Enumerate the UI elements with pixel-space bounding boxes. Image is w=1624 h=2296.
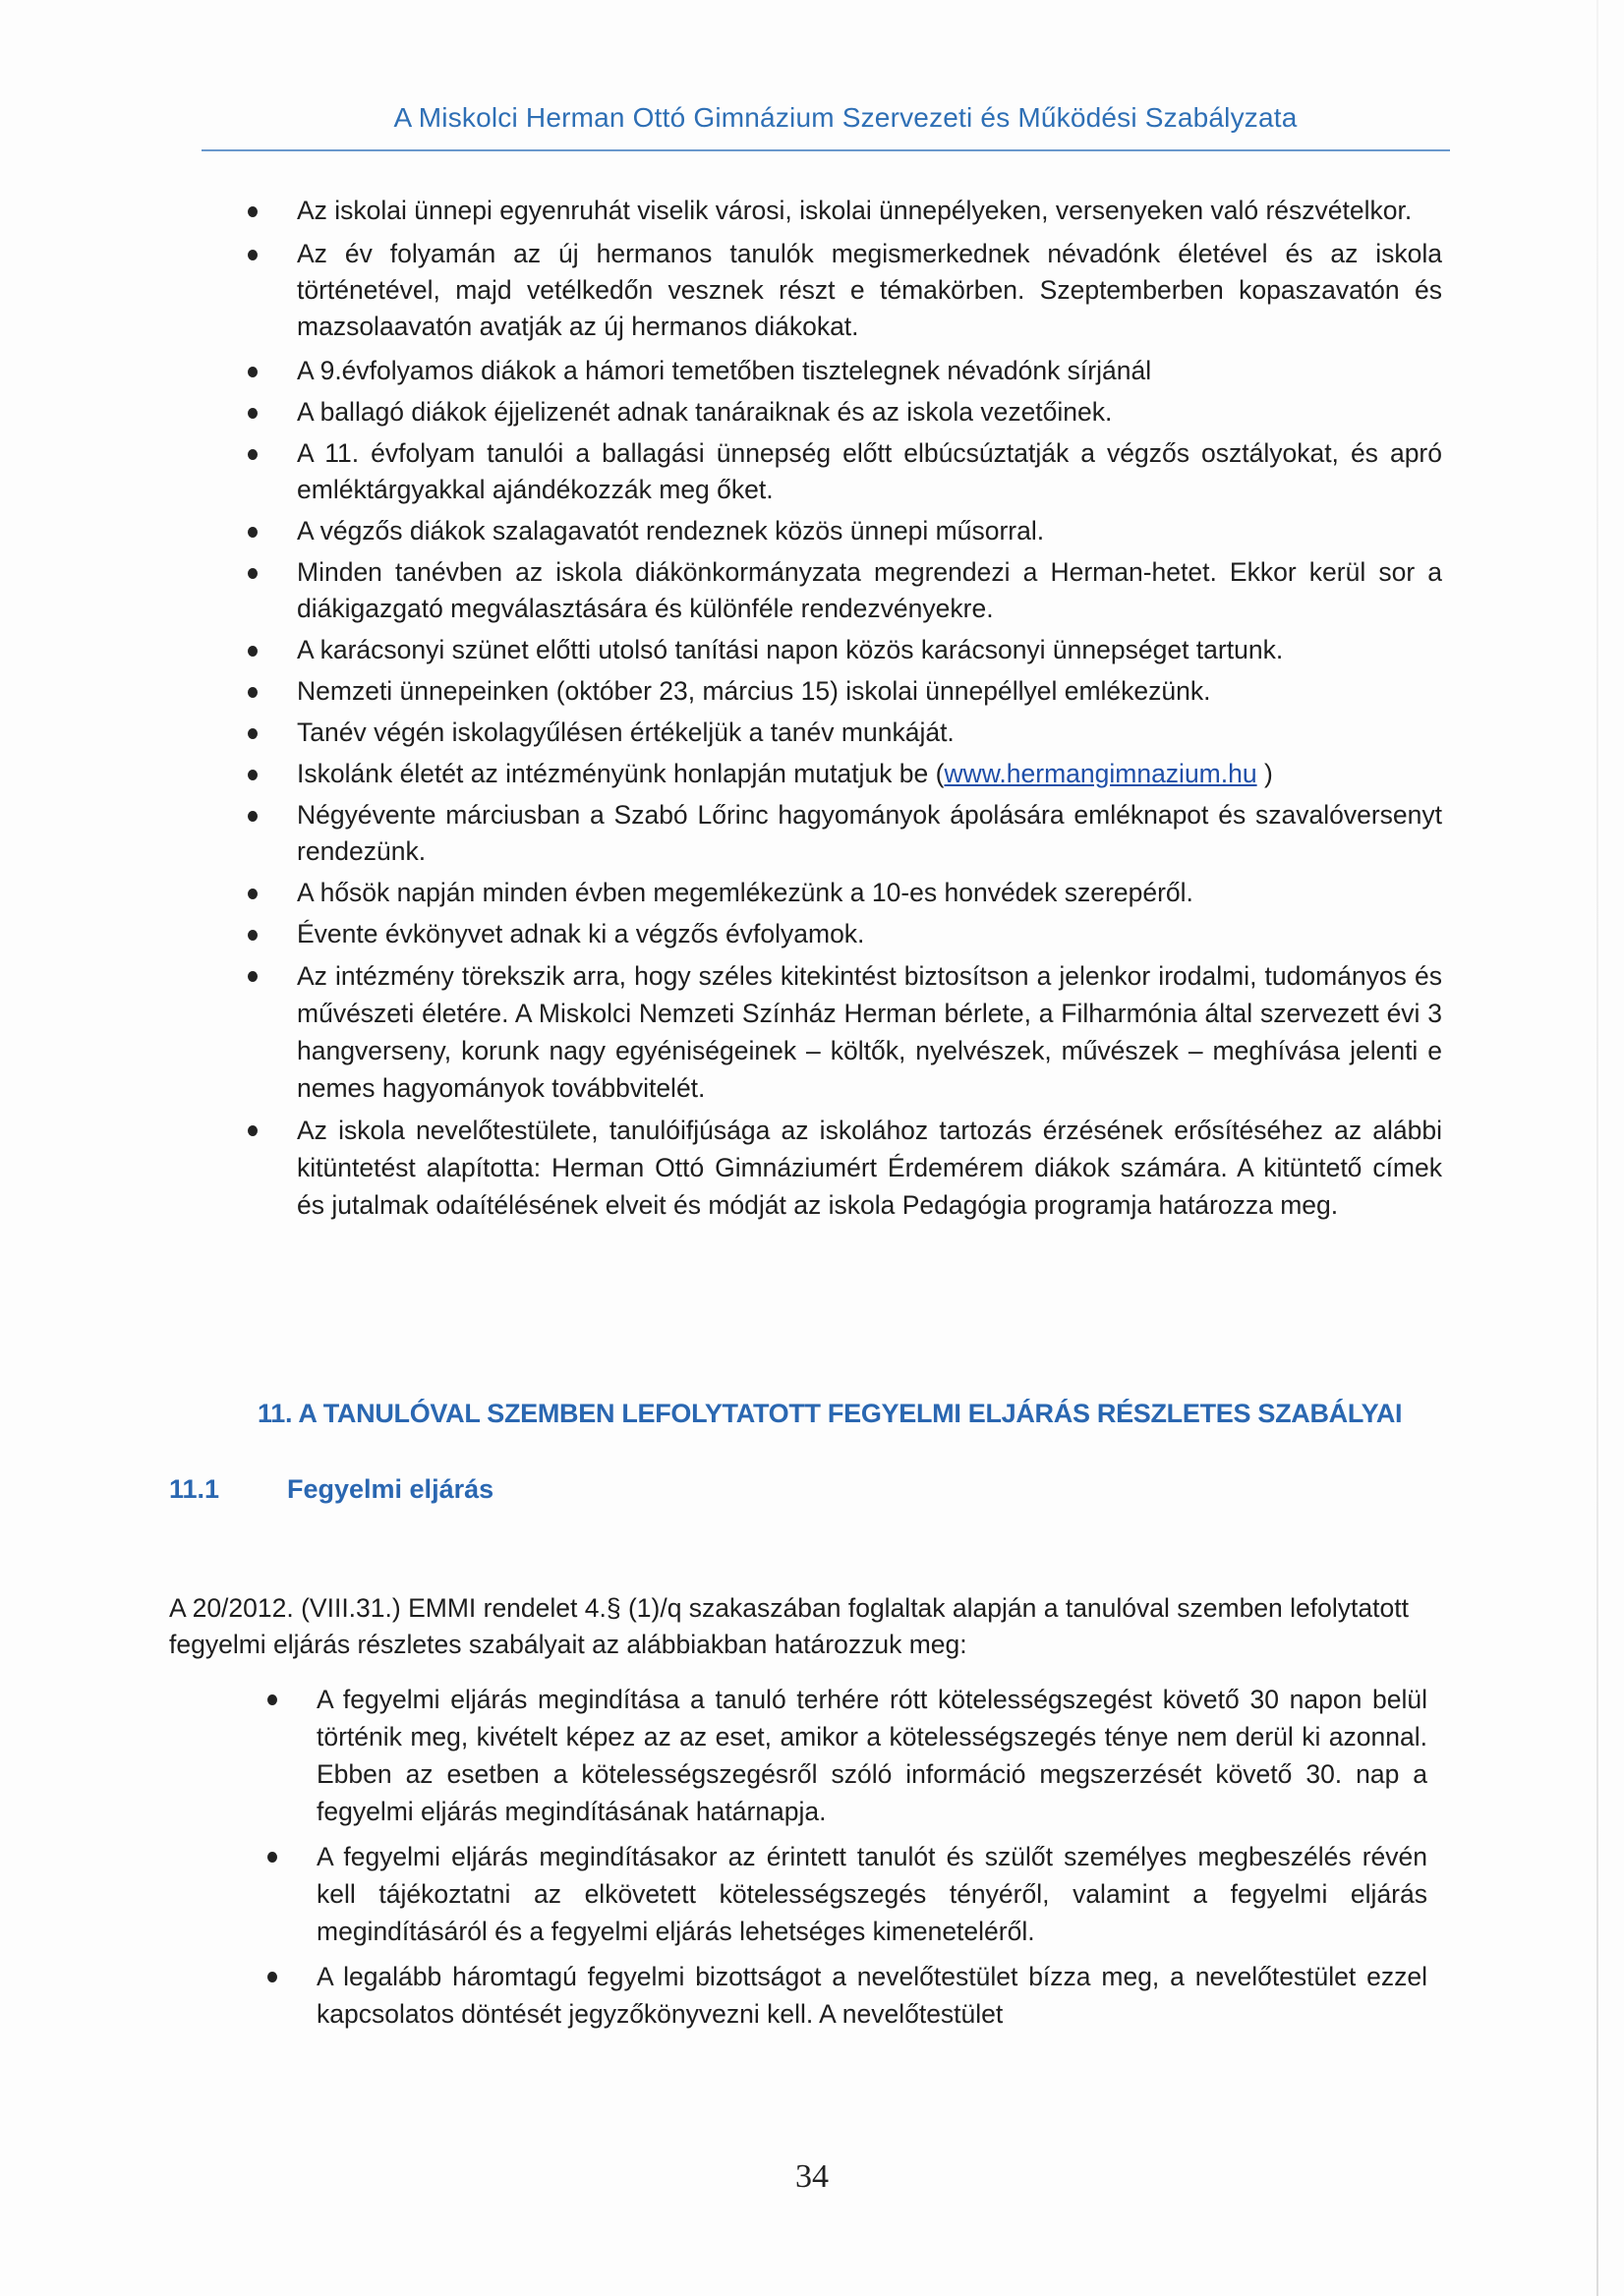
bullet-icon: [248, 250, 258, 260]
bullet-icon: [248, 367, 258, 377]
list-item: A ballagó diákok éjjelizenét adnak tanáraiknak és az iskola vezetőinek.: [248, 394, 1442, 430]
bullet-icon: [267, 1852, 277, 1863]
list-item: A fegyelmi eljárás megindítása a tanuló terhére rótt kötelességszegést követő 30 napon belül történik meg, kivételt képez az az eset, amikor a kötelességszegés ténye nem derül ki azonnal. Ebben az esetben a kötelességszegésről szóló információ megszerzését követő 30. nap a fegyelmi eljárás megindításának határnapja.: [267, 1681, 1427, 1830]
header-divider: [202, 149, 1450, 151]
bullet-icon: [248, 971, 258, 982]
bullet-icon: [248, 728, 258, 739]
list-item: Tanév végén iskolagyűlésen értékeljük a tanév munkáját.: [248, 715, 1442, 751]
procedure-list: [267, 1681, 1427, 2040]
list-item-website: Iskolánk életét az intézményünk honlapján mutatjuk be (www.hermangimnazium.hu ): [248, 756, 1442, 792]
bullet-icon: [248, 889, 258, 899]
list-item: A végzős diákok szalagavatót rendeznek közös ünnepi műsorral.: [248, 513, 1442, 549]
list-item: A hősök napján minden évben megemlékezünk a 10-es honvédek szerepéről.: [248, 875, 1442, 911]
list-item: Az intézmény törekszik arra, hogy széles kitekintést biztosítson a jelenkor irodalmi, tudományos és művészeti életére. A Miskolci Nemzeti Színház Herman bérlete, a Filharmónia által szervezett évi 3 hangverseny, korunk nagy egyéniségeinek – költők, nyelvészek, művészek – meghívása jelenti e nemes hagyományok továbbvitelét.: [248, 957, 1442, 1107]
page-header: [202, 102, 1450, 134]
list-item: Az iskola nevelőtestülete, tanulóifjúsága az iskolához tartozás érzésének erősítéséhez az alábbi kitüntetést alapította: Herman Ottó Gimnáziumért Érdemérem diákok számára. A kitüntető címek és jutalmak odaítélésének elveit és módját az iskola Pedagógia programja határozza meg.: [248, 1112, 1442, 1224]
list-item: A karácsonyi szünet előtti utolsó tanítási napon közös karácsonyi ünnepséget tartunk.: [248, 632, 1442, 668]
list-item: A legalább háromtagú fegyelmi bizottságot a nevelőtestület bízza meg, a nevelőtestület ezzel kapcsolatos döntését jegyzőkönyvezni kell. A nevelőtestület: [267, 1958, 1427, 2033]
subsection-number: 11.1: [169, 1474, 220, 1504]
bullet-icon: [248, 811, 258, 822]
bullet-icon: [248, 687, 258, 698]
list-item: A 11. évfolyam tanulói a ballagási ünnepség előtt elbúcsúztatják a végzős osztályokat, és apró emléktárgyakkal ajándékozzák meg őket.: [248, 435, 1442, 508]
bullet-icon: [248, 206, 258, 217]
list-item: Az év folyamán az új hermanos tanulók megismerkednek névadónk életével és az iskola történetével, majd vetélkedőn vesznek részt e témakörben. Szeptemberben kopaszavatón és mazsolaavatón avatják az új hermanos diákokat.: [248, 236, 1442, 345]
bullet-icon: [248, 449, 258, 460]
list-item: A fegyelmi eljárás megindításakor az érintett tanulót és szülőt személyes megbeszélés révén kell tájékoztatni az elkövetett kötelességszegés tényéről, valamint a fegyelmi eljárás megindításáról és a fegyelmi eljárás lehetséges kimeneteléről.: [267, 1838, 1427, 1950]
document-title: A Miskolci Herman Ottó Gimnázium Szervezeti és Működési Szabályzata: [393, 102, 1298, 133]
page-number: 34: [795, 2158, 829, 2195]
website-link[interactable]: www.hermangimnazium.hu: [944, 759, 1257, 788]
bullet-icon: [248, 930, 258, 941]
intro-paragraph: A 20/2012. (VIII.31.) EMMI rendelet 4.§ (1)/q szakaszában foglaltak alapján a tanulóval szemben lefolytatott fegyelmi eljárás részletes szabályait az alábbiakban határozzuk meg:: [169, 1592, 1409, 1659]
scan-edge: [1596, 0, 1598, 2296]
bullet-icon: [248, 408, 258, 419]
subsection-title: Fegyelmi eljárás: [287, 1474, 494, 1504]
bullet-icon: [248, 770, 258, 780]
bullet-icon: [248, 1125, 258, 1136]
list-item: Évente évkönyvet adnak ki a végzős évfolyamok.: [248, 916, 1442, 952]
list-item: Az iskolai ünnepi egyenruhát viselik városi, iskolai ünnepélyeken, versenyeken való részvételkor.: [248, 193, 1442, 229]
list-item: Minden tanévben az iskola diákönkormányzata megrendezi a Herman-hetet. Ekkor kerül sor a diákigazgató megválasztására és különféle rendezvényekre.: [248, 554, 1442, 627]
list-item: Nemzeti ünnepeinken (október 23, március 15) iskolai ünnepéllyel emlékezünk.: [248, 673, 1442, 710]
bullet-icon: [267, 1694, 277, 1705]
bullet-icon: [267, 1972, 277, 1982]
bullet-icon: [248, 568, 258, 579]
subsection-heading: [169, 1474, 493, 1505]
list-item: Négyévente márciusban a Szabó Lőrinc hagyományok ápolására emléknapot és szavalóversenyt rendezünk.: [248, 797, 1442, 870]
list-item: A 9.évfolyamos diákok a hámori temetőben tisztelegnek névadónk sírjánál: [248, 353, 1442, 389]
bullet-icon: [248, 527, 258, 538]
traditions-list: [248, 193, 1442, 1229]
bullet-icon: [248, 646, 258, 657]
section-heading: 11. A TANULÓVAL SZEMBEN LEFOLYTATOTT FEGYELMI ELJÁRÁS RÉSZLETES SZABÁLYAI: [258, 1399, 1403, 1428]
